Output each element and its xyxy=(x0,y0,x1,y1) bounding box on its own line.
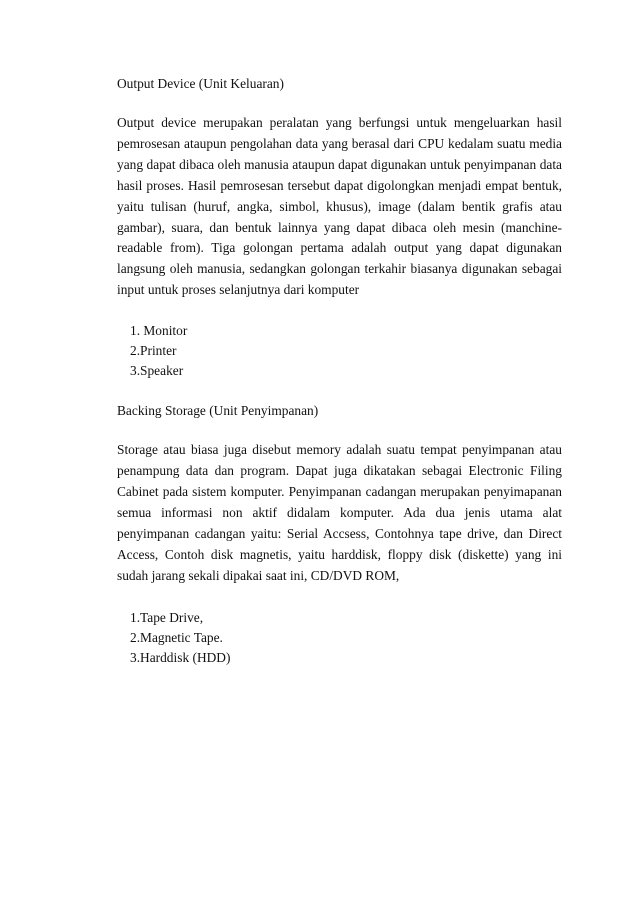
list-item: 3.Speaker xyxy=(130,363,184,379)
list-item: 3.Harddisk (HDD) xyxy=(130,649,231,665)
list-item: 1. Monitor xyxy=(130,323,188,339)
section-heading-backing-storage: Backing Storage (Unit Penyimpanan) xyxy=(117,403,319,419)
list-item: 2.Magnetic Tape. xyxy=(130,629,223,645)
list-item: 2.Printer xyxy=(130,343,177,359)
paragraph-output-device: Output device merupakan peralatan yang berfungsi untuk mengeluarkan hasil pemrosesan ataupun pengolahan data yang berasal dari CPU kedalam suatu media yang dapat dibaca oleh manusia ataupun dapat digunakan untuk penyimpanan data hasil proses. Hasil pemrosesan tersebut dapat digolongkan menjadi empat bentuk, yaitu tulisan (huruf, angka, simbol, khusus), image (dalam bentik grafis atau gambar), suara, dan bentuk lainnya yang dapat dibaca oleh mesin (manchine-readable from). Tiga golongan pertama adalah output yang dapat digunakan langsung oleh manusia, sedangkan golongan terkahir biasanya digunakan sebagai input untuk proses selanjutnya dari komputer xyxy=(117,115,562,298)
section-heading-output-device: Output Device (Unit Keluaran) xyxy=(117,76,284,91)
list-item: 1.Tape Drive, xyxy=(130,609,204,625)
output-device-list xyxy=(117,321,562,381)
document-page xyxy=(117,74,562,668)
paragraph-backing-storage: Storage atau biasa juga disebut memory adalah suatu tempat penyimpanan atau penampung data dan program. Dapat juga dikatakan sebagai Electronic Filing Cabinet pada sistem komputer. Penyimpanan cadangan merupakan penyimapanan semua informasi non aktif didalam komputer. Ada dua jenis utama alat penyimpanan cadangan yaitu: Serial Accsess, Contohnya tape drive, dan Direct Access, Contoh disk magnetis, yaitu harddisk, floppy disk (diskette) yang ini sudah jarang sekali dipakai saat ini, CD/DVD ROM, xyxy=(117,442,562,583)
storage-device-list xyxy=(117,608,562,668)
